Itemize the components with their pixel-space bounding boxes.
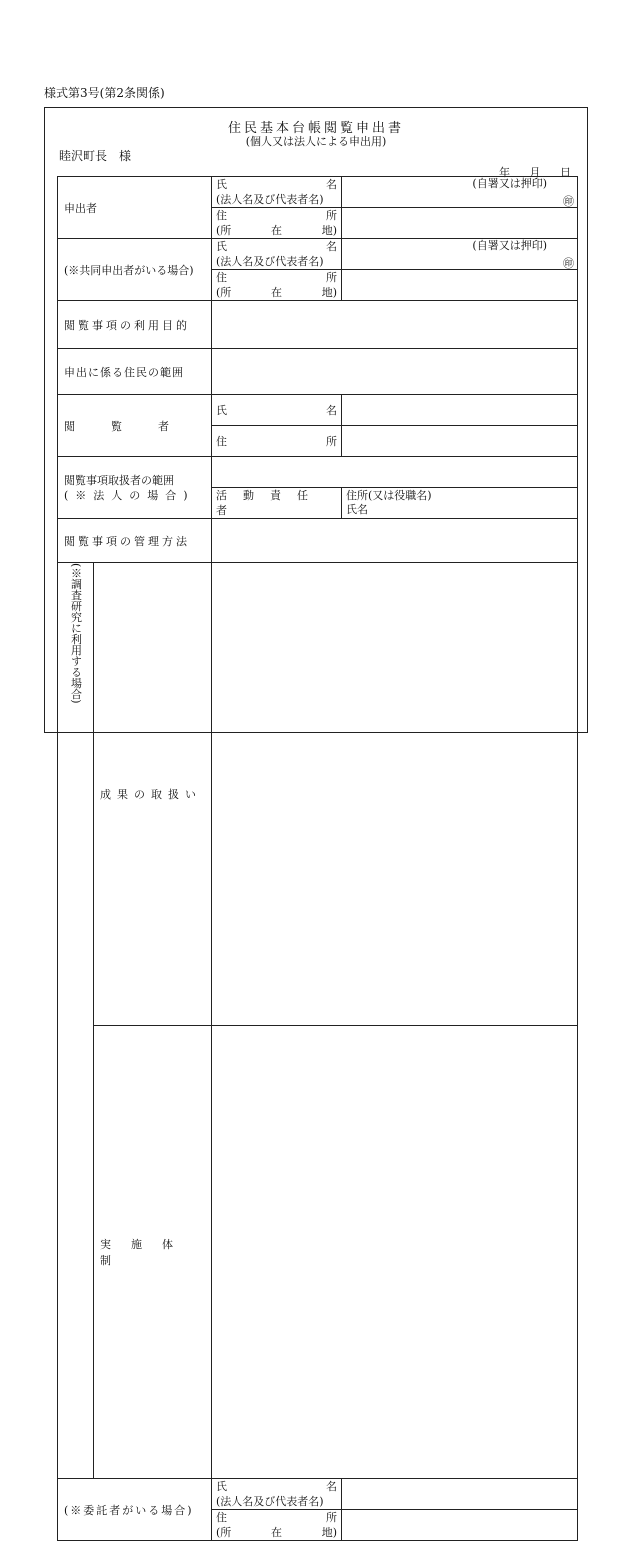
- activity-manager-label: 活動責任者: [212, 488, 342, 519]
- co-applicant-label: (※共同申出者がいる場合): [58, 239, 212, 301]
- applicant-address-field[interactable]: [342, 208, 578, 239]
- seal-mark: ㊞: [563, 193, 574, 208]
- date-month[interactable]: 月: [530, 166, 542, 179]
- handler-scope-field[interactable]: [212, 457, 578, 488]
- signature-note: (自署又は押印): [472, 239, 547, 254]
- applicant-address-label: 住 所 (所 在 地): [212, 208, 342, 239]
- viewer-name-label: 氏 名: [212, 395, 342, 426]
- results-handling-field[interactable]: [212, 563, 578, 1026]
- form-table: [57, 176, 578, 1541]
- applicant-label: 申出者: [58, 177, 212, 239]
- activity-manager-field[interactable]: 住所(又は役職名) 氏名: [342, 488, 578, 519]
- consignor-address-field[interactable]: [342, 1510, 578, 1541]
- consignor-name-label: [212, 1479, 342, 1510]
- scope-field[interactable]: [212, 349, 578, 395]
- viewer-name-field[interactable]: [342, 395, 578, 426]
- research-case-label: (※調査研究に利用する場合): [58, 563, 94, 1479]
- co-applicant-address-label: 住 所 (所 在 地): [212, 270, 342, 301]
- purpose-label: 閲覧事項の利用目的: [58, 301, 212, 349]
- consignor-name-field[interactable]: [342, 1479, 578, 1510]
- viewer-address-field[interactable]: [342, 426, 578, 457]
- consignor-label: [58, 1479, 212, 1541]
- date-year[interactable]: 年: [499, 166, 511, 179]
- application-form: [44, 107, 588, 733]
- viewer-label: 閲覧者: [58, 395, 212, 457]
- addressee: 睦沢町長 様: [59, 147, 131, 164]
- implementation-label: [94, 1025, 212, 1478]
- signature-note: (自署又は押印): [472, 177, 547, 192]
- consignor-address-label: [212, 1510, 342, 1541]
- date-day[interactable]: 日: [560, 166, 572, 179]
- co-applicant-name-field[interactable]: [342, 239, 578, 270]
- co-applicant-name-label: 氏 名 (法人名及び代表者名): [212, 239, 342, 270]
- applicant-name-label: 氏 名 (法人名及び代表者名): [212, 177, 342, 208]
- viewer-address-label: 住 所: [212, 426, 342, 457]
- handler-scope-label: 閲覧事項取扱者の範囲 (※法人の場合): [58, 457, 212, 519]
- co-applicant-address-field[interactable]: [342, 270, 578, 301]
- form-number: 様式第3号(第2条関係): [44, 84, 165, 101]
- form-title: 住民基本台帳閲覧申出書: [45, 117, 587, 136]
- management-field[interactable]: [212, 519, 578, 563]
- implementation-field[interactable]: [212, 1025, 578, 1478]
- applicant-name-field[interactable]: [342, 177, 578, 208]
- purpose-field[interactable]: [212, 301, 578, 349]
- form-subtitle: (個人又は法人による申出用): [45, 133, 587, 149]
- seal-mark: ㊞: [563, 255, 574, 270]
- management-label: 閲覧事項の管理方法: [58, 519, 212, 563]
- scope-label: 申出に係る住民の範囲: [58, 349, 212, 395]
- results-handling-label: 成果の取扱い: [94, 563, 212, 1026]
